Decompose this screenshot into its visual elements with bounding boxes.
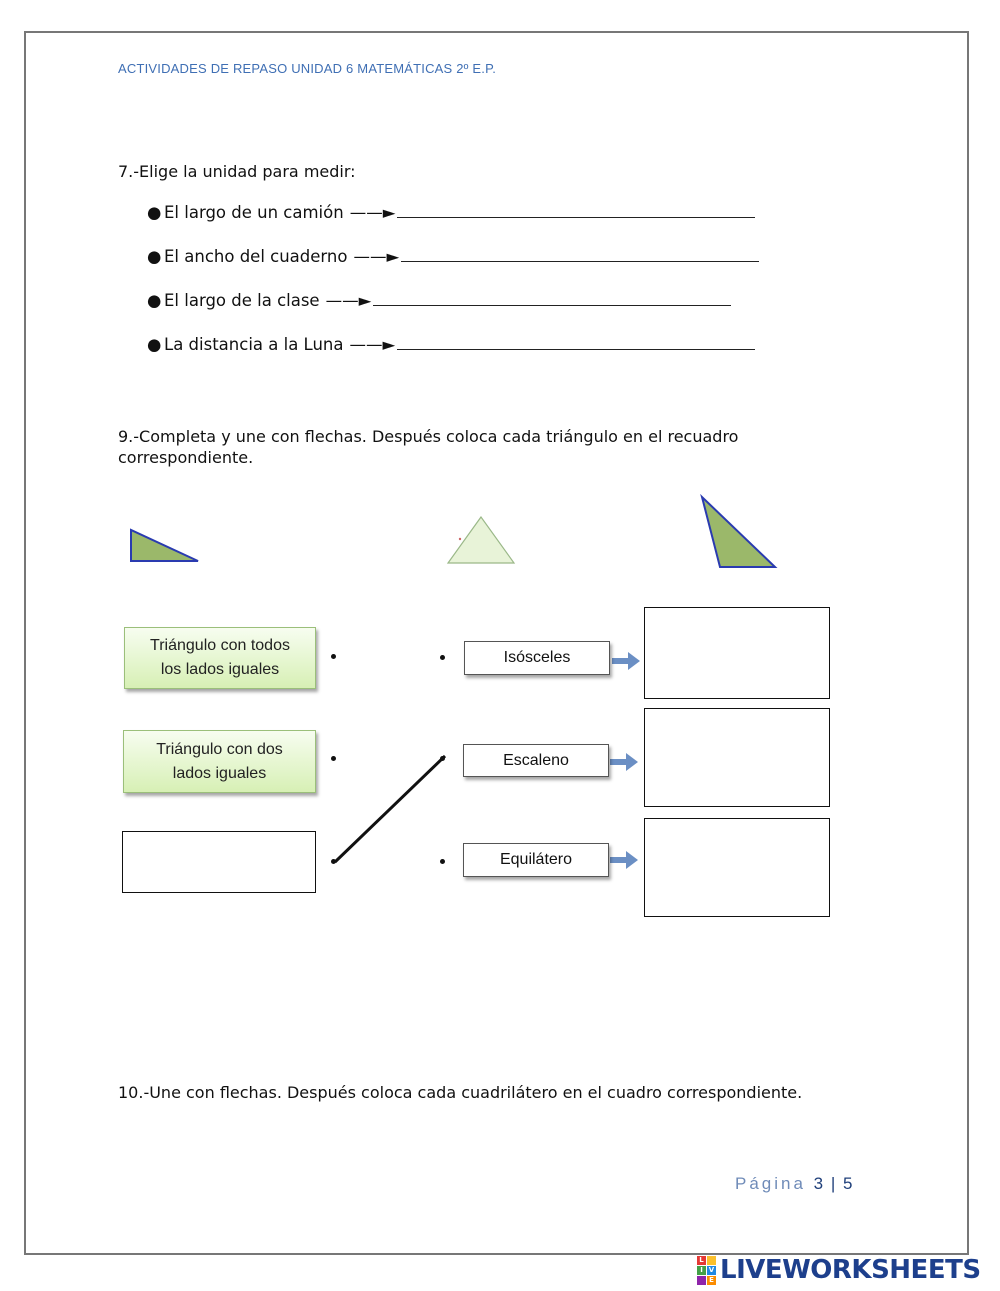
brand-name: LIVEWORKSHEETS xyxy=(720,1255,981,1285)
dot-right-2[interactable] xyxy=(440,756,445,761)
mark-letter: E xyxy=(707,1276,716,1285)
mark-block xyxy=(707,1256,716,1265)
answer-box-equilatero[interactable] xyxy=(644,818,830,917)
arrow-icon: ——► xyxy=(325,291,372,310)
q7-item-text: El largo de la clase xyxy=(164,291,320,310)
header-title: ACTIVIDADES DE REPASO UNIDAD 6 MATEMÁTICAS 2º E.P. xyxy=(118,61,497,76)
arrow-icon: ——► xyxy=(349,335,396,354)
page-current: 3 xyxy=(813,1174,824,1193)
blue-arrows xyxy=(610,652,640,869)
q7-item-text: El largo de un camión xyxy=(164,203,344,222)
liveworksheets-mark-icon xyxy=(697,1256,716,1285)
bullet-icon: ● xyxy=(147,335,162,354)
left-box-text: Triángulo con dos lados iguales xyxy=(156,740,283,782)
question-10-title: 10.-Une con flechas. Después coloca cada cuadrilátero en el cuadro correspondiente. xyxy=(118,1083,803,1102)
right-arrow-icon-1 xyxy=(612,652,640,670)
bullet-icon: ● xyxy=(147,291,162,310)
question-9-title: 9.-Completa y une con flechas. Después coloca cada triángulo en el recuadro correspondiente. xyxy=(118,427,739,467)
dot-right-3[interactable] xyxy=(440,859,445,864)
left-box-empty[interactable] xyxy=(122,831,316,893)
mark-letter: L xyxy=(697,1256,706,1265)
bullet-icon: ● xyxy=(147,247,162,266)
left-box-text: Triángulo con todos los lados iguales xyxy=(150,637,290,678)
mark-letter: V xyxy=(708,1265,715,1274)
left-box-two-equal[interactable] xyxy=(123,730,316,793)
label-equilatero[interactable]: Equilátero xyxy=(463,843,609,877)
small-mark-icon xyxy=(459,538,461,540)
dot-right-1[interactable] xyxy=(440,655,445,660)
label-escaleno[interactable]: Escaleno xyxy=(463,744,609,777)
page-separator: | xyxy=(830,1174,836,1193)
mark-block xyxy=(697,1276,706,1285)
left-box-all-equal[interactable] xyxy=(124,627,316,689)
mark-letter: I xyxy=(697,1266,706,1275)
q7-item-text: El ancho del cuaderno xyxy=(164,247,348,266)
arrow-icon: ——► xyxy=(349,203,396,222)
label-isosceles[interactable]: Isósceles xyxy=(464,641,610,675)
page-total: 5 xyxy=(843,1174,853,1193)
right-arrow-icon-2 xyxy=(610,753,638,771)
dot-left-3[interactable] xyxy=(331,859,336,864)
bullet-icon: ● xyxy=(147,203,162,222)
right-triangle-shape[interactable] xyxy=(131,530,198,561)
connector-line xyxy=(335,756,445,862)
page-number xyxy=(735,1174,853,1194)
answer-box-isosceles[interactable] xyxy=(644,607,830,699)
page-word: Página xyxy=(735,1174,806,1193)
dot-left-2[interactable] xyxy=(331,756,336,761)
dot-left-1[interactable] xyxy=(331,654,336,659)
arrow-icon: ——► xyxy=(353,247,400,266)
answer-box-escaleno[interactable] xyxy=(644,708,830,807)
right-arrow-icon-3 xyxy=(610,851,638,869)
q7-item-text: La distancia a la Luna xyxy=(164,335,344,354)
scalene-triangle-shape[interactable] xyxy=(702,497,775,567)
liveworksheets-logo[interactable] xyxy=(697,1255,981,1285)
equilateral-triangle-shape[interactable] xyxy=(448,517,514,563)
question-7-title: 7.-Elige la unidad para medir: xyxy=(118,162,356,181)
